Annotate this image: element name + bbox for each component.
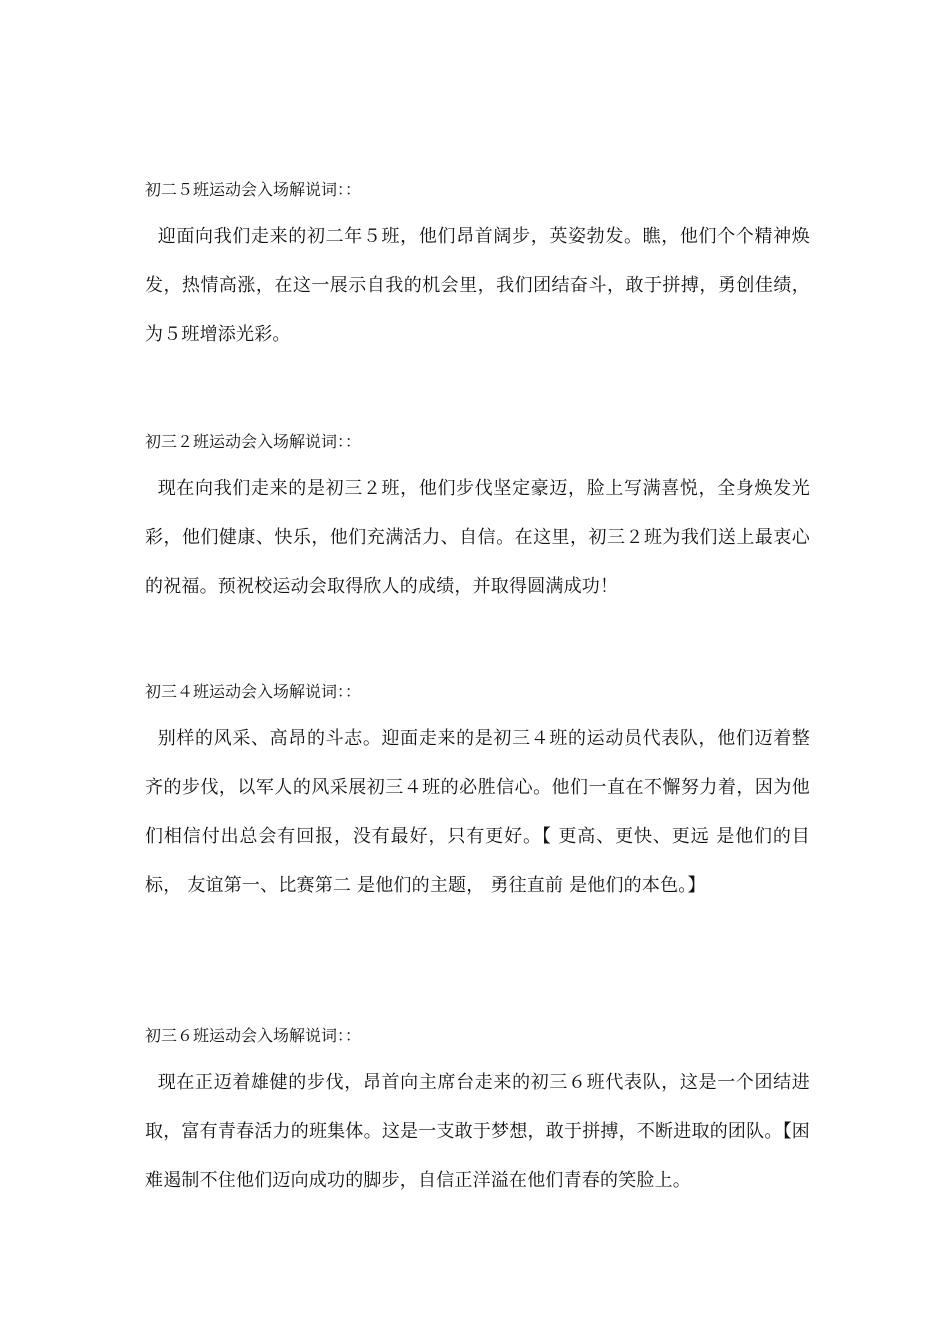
section-heading: 初二５班运动会入场解说词：： (145, 180, 362, 199)
section-heading: 初三４班运动会入场解说词：： (145, 682, 362, 701)
section-class-3-4 (145, 680, 810, 910)
section-class-3-6 (145, 1024, 810, 1205)
section-class-3-2 (145, 430, 810, 611)
section-body: 现在正迈着雄健的步伐，昂首向主席台走来的初三６班代表队，这是一个团结进取，富有青春活力的班集体。这是一支敢于梦想，敢于拼搏，不断进取的团队。【困难遏制不住他们迈向成功的脚步，自信正洋溢在他们青春的笑脸上。 (145, 1072, 811, 1191)
section-class-2-5 (145, 178, 810, 359)
section-body: 现在向我们走来的是初三２班，他们步伐坚定豪迈，脸上写满喜悦，全身焕发光彩，他们健康、快乐，他们充满活力、自信。在这里，初三２班为我们送上最衷心的祝福。预祝校运动会取得欣人的成绩，并取得圆满成功！ (145, 478, 811, 597)
section-heading: 初三２班运动会入场解说词：： (145, 432, 362, 451)
section-body: 迎面向我们走来的初二年５班，他们昂首阔步，英姿勃发。瞧，他们个个精神焕发，热情高涨，在这一展示自我的机会里，我们团结奋斗，敢于拼搏，勇创佳绩，为５班增添光彩。 (145, 226, 811, 345)
section-body: 别样的风采、高昂的斗志。迎面走来的是初三４班的运动员代表队，他们迈着整齐的步伐，以军人的风采展初三４班的必胜信心。他们一直在不懈努力着，因为他们相信付出总会有回报，没有最好，只有更好。【 更高、更快、更远 是他们的目标， 友谊第一、比赛第二 是他们的主题， 勇往直前 是他们的本色。】 (145, 728, 811, 896)
section-heading: 初三６班运动会入场解说词：： (145, 1026, 362, 1045)
